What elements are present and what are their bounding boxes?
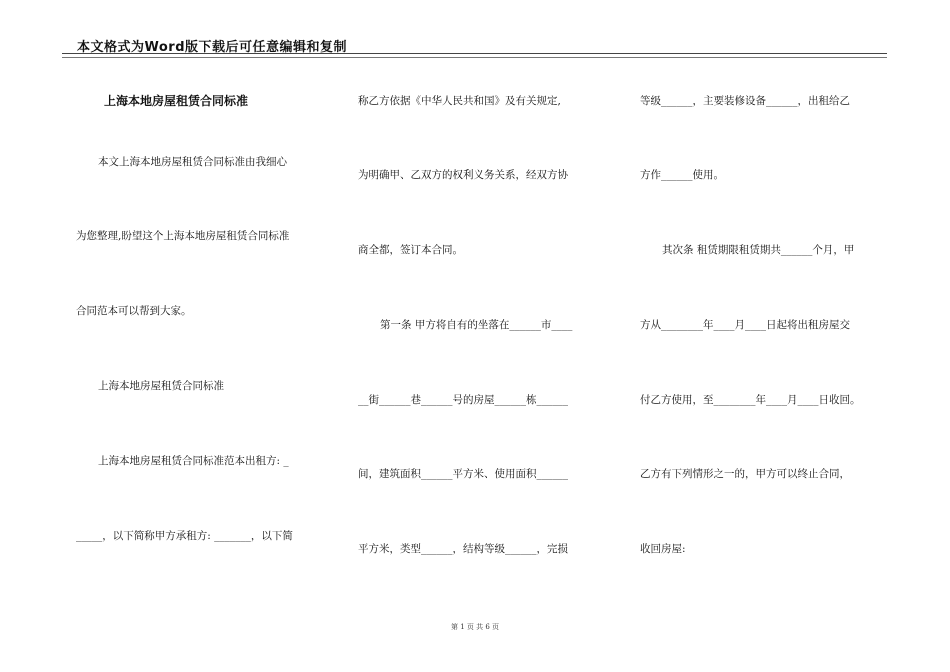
- paragraph-line: 乙方有下列情形之一的，甲方可以终止合同，: [640, 468, 850, 480]
- section-heading: 上海本地房屋租赁合同标准: [98, 380, 224, 392]
- page-number: 第 1 页 共 6 页: [450, 623, 500, 631]
- paragraph-line: 方从________年____月____日起将出租房屋交: [640, 319, 850, 331]
- paragraph-line: 等级______，主要装修设备______，出租给乙: [640, 95, 850, 107]
- paragraph-line: 方作______使用。: [640, 169, 724, 181]
- document-title: 上海本地房屋租赁合同标准: [104, 94, 249, 108]
- paragraph-line: 平方米，类型______，结构等级______，完损: [358, 543, 568, 555]
- paragraph-line: 上海本地房屋租赁合同标准范本出租方: _: [98, 455, 289, 467]
- paragraph-line: 收回房屋:: [640, 543, 686, 555]
- clause-line: 第一条 甲方将自有的坐落在______市____: [380, 319, 573, 331]
- paragraph-line: 间，建筑面积______平方米、使用面积______: [358, 468, 568, 480]
- paragraph-line: 本文上海本地房屋租赁合同标准由我细心: [98, 156, 287, 168]
- paragraph-line: 付乙方使用，至________年____月____日收回。: [640, 394, 861, 406]
- header-rule-thin: [62, 57, 887, 58]
- document-header: 本文格式为Word版下载后可任意编辑和复制: [77, 40, 348, 55]
- paragraph-line: 称乙方依据《中华人民共和国》及有关规定,: [358, 95, 561, 107]
- paragraph-line: __街______巷______号的房屋______栋______: [358, 394, 568, 406]
- paragraph-line: 为明确甲、乙双方的权利义务关系，经双方协: [358, 169, 568, 181]
- paragraph-line: 为您整理,盼望这个上海本地房屋租赁合同标准: [76, 230, 290, 242]
- header-rule-thick: [62, 53, 887, 54]
- paragraph-line: 合同范本可以帮到大家。: [76, 305, 192, 317]
- paragraph-line: 商全都，签订本合同。: [358, 244, 463, 256]
- clause-line: 其次条 租赁期限租赁期共______个月，甲: [662, 244, 855, 256]
- paragraph-line: _____，以下简称甲方承租方: _______，以下简: [76, 530, 293, 542]
